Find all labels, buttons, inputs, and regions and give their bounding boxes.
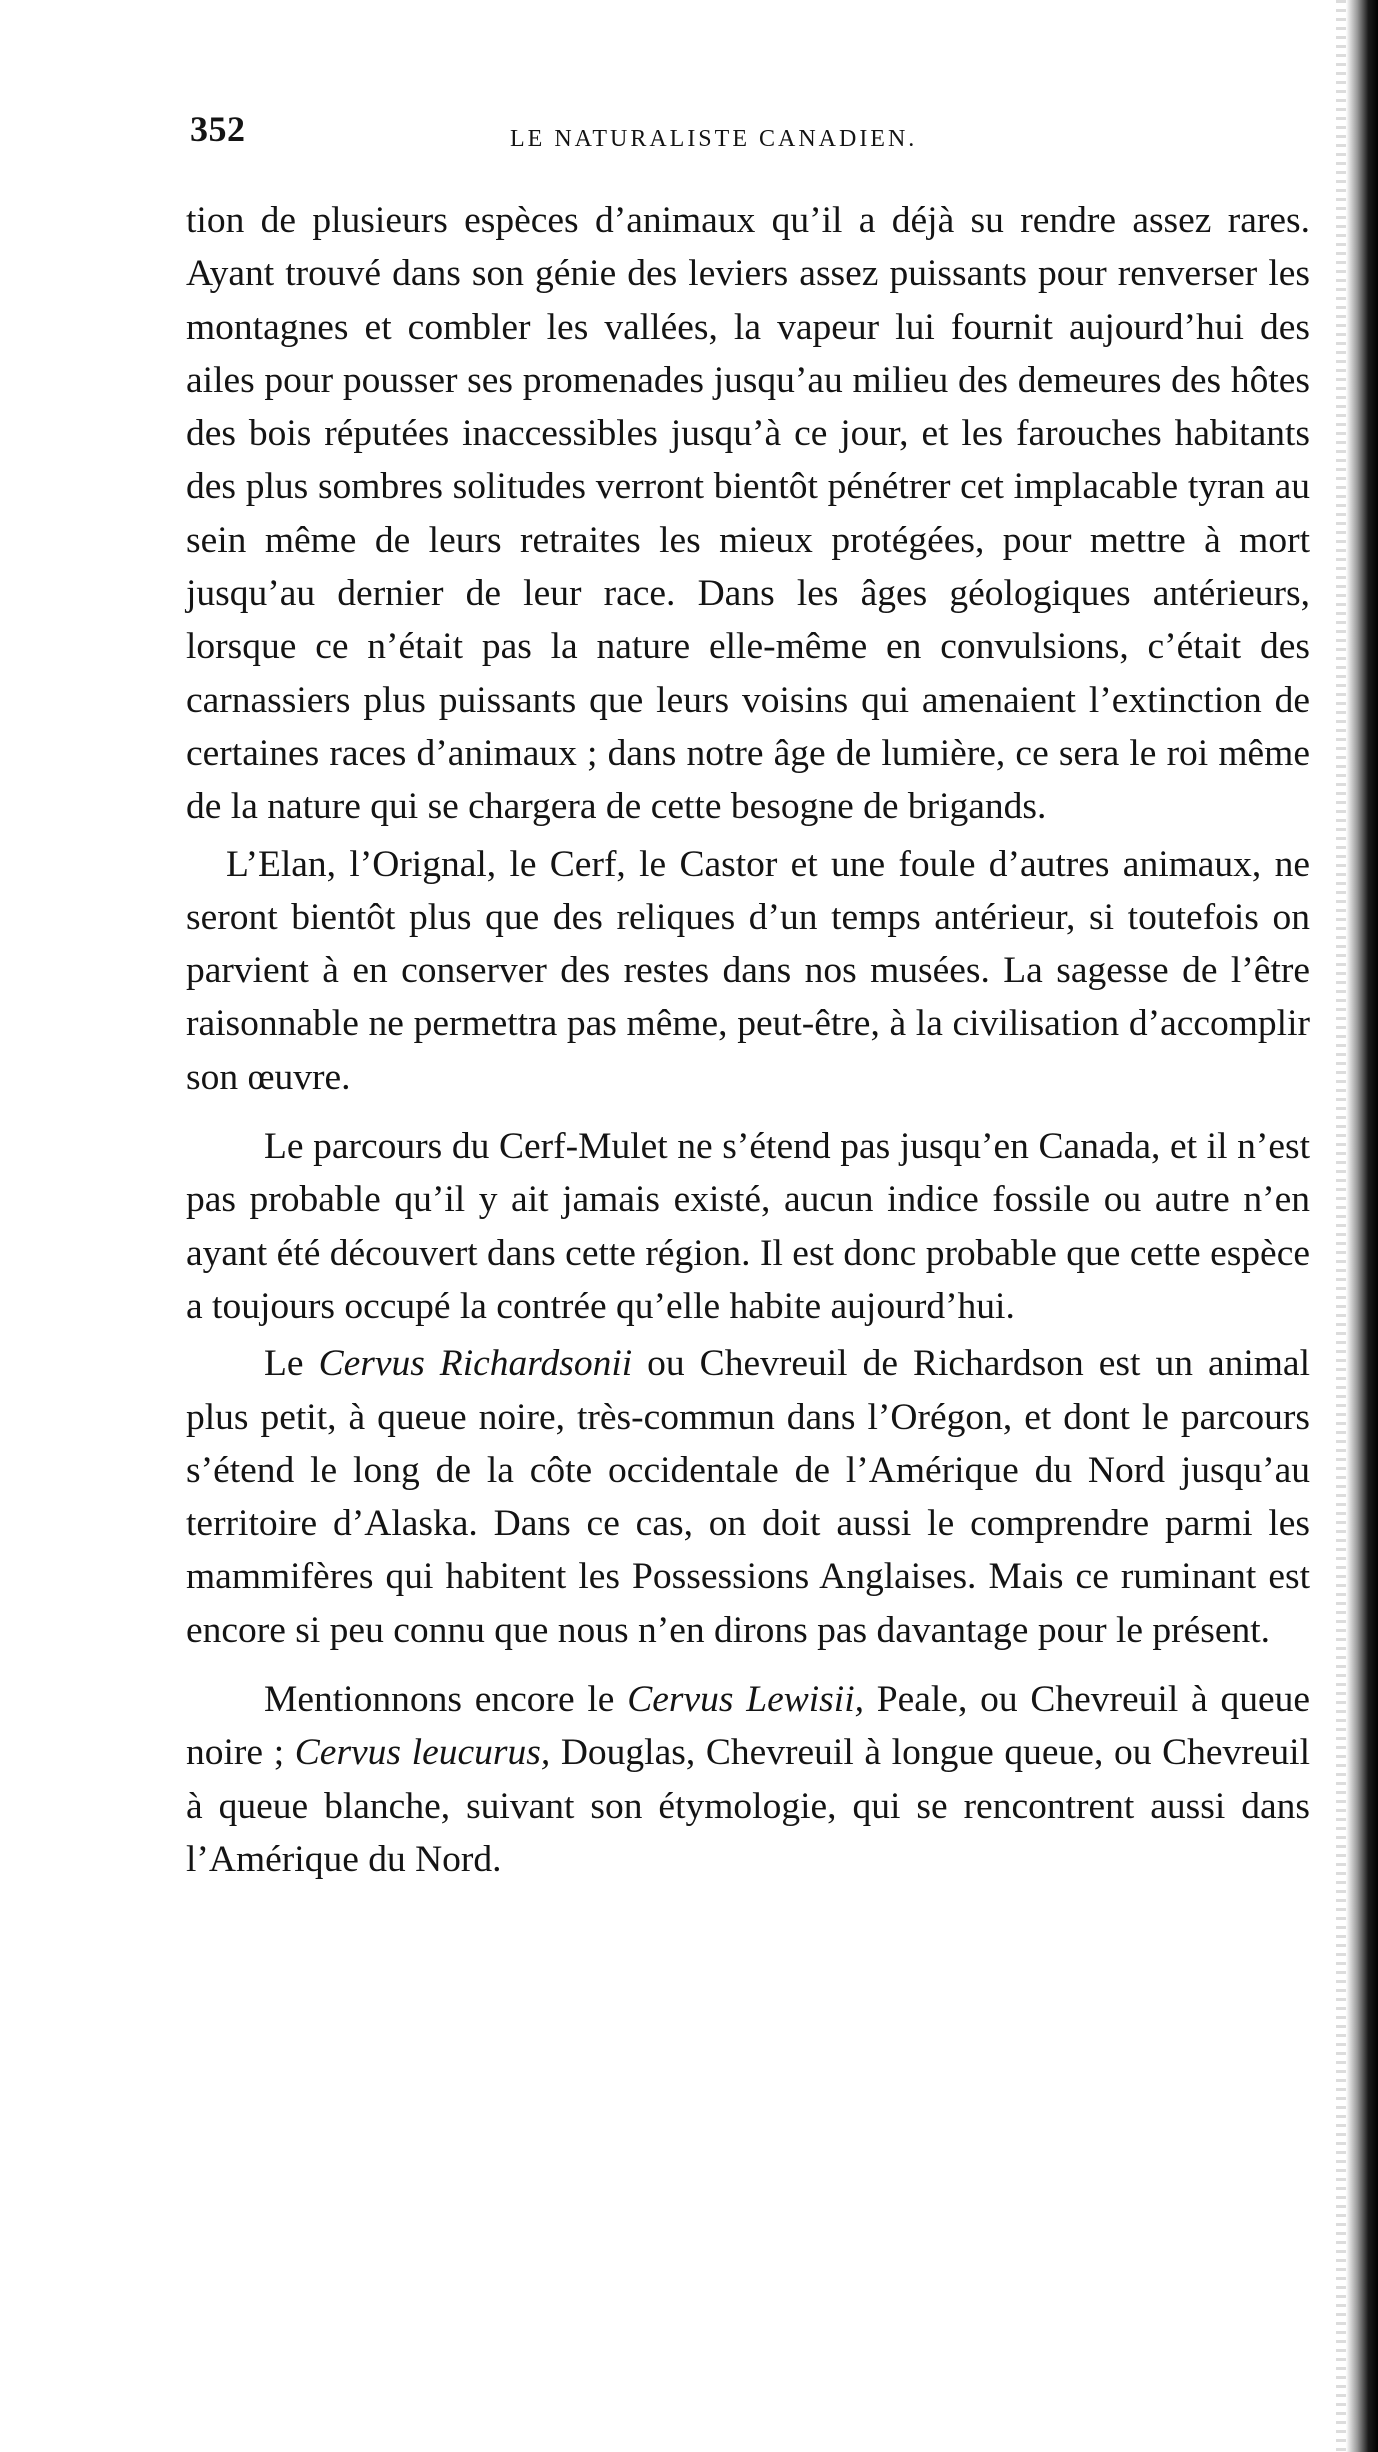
page-binding-shadow xyxy=(1336,0,1346,2452)
running-head: LE NATURALISTE CANADIEN. xyxy=(510,126,918,152)
paragraph-lewisii xyxy=(186,1673,1310,1886)
body-text xyxy=(186,194,1310,1886)
page-binding-edge xyxy=(1346,0,1378,2452)
paragraph-cerf-mulet xyxy=(186,1120,1310,1333)
paragraph-richardsonii xyxy=(186,1337,1310,1657)
paragraph-text: L’Elan, l’Orignal, le Cerf, le Castor et une foule d’autres animaux, ne seront bientôt plus que des reliques d’un temps antérieur, si toutefois on parvient à en conserver des restes dans nos musées. La sagesse de l’être raisonnable ne permettra pas même, peut-être, à la civilisation d’accomplir son œuvre. xyxy=(186,843,1310,1098)
species-name-italic: Cervus Lewisii, xyxy=(627,1679,864,1721)
species-name-italic: Cervus Richardsonii xyxy=(318,1343,633,1385)
paragraph-text: Le xyxy=(264,1343,319,1385)
page-number: 352 xyxy=(190,109,246,149)
paragraph-text: Peale, ou Chevreuil à queue noire ; xyxy=(186,1679,1310,1774)
paragraph-text: tion de plusieurs espèces d’animaux qu’il a déjà su rendre assez rares. Ayant trouvé dans son génie des leviers assez puissants pour renverser les montagnes et combler les vallées, la vapeur lui fournit aujourd’hui des ailes pour pousser ses promenades jusqu’au milieu des demeures des hôtes des bois réputées inaccessibles jusqu’à ce jour, et les farouches habitants des plus sombres solitudes verront bientôt pénétrer cet implacable tyran au sein même de leurs retraites les mieux protégées, pour mettre à mort jusqu’au dernier de leur race. Dans les âges géologiques antérieurs, lorsque ce n’était pas la nature elle-même en convulsions, c’était des carnassiers plus puissants que leurs voisins qui amenaient l’extinction de certaines races d’animaux ; dans notre âge de lumière, ce sera le roi même de la nature qui se chargera de cette besogne de brigands. xyxy=(186,200,1310,828)
paragraph-text: Mentionnons encore le xyxy=(264,1679,628,1721)
paragraph-text: Le parcours du Cerf-Mulet ne s’étend pas jusqu’en Canada, et il n’est pas probable qu’il y ait jamais existé, aucun indice fossile ou autre n’en ayant été découvert dans cette région. Il est donc probable que cette espèce a toujours occupé la contrée qu’elle habite aujourd’hui. xyxy=(186,1126,1310,1327)
paragraph-text: ou Chevreuil de Richardson est un animal plus petit, à queue noire, très-commun dans l’Orégon, et dont le parcours s’étend le long de la côte occidentale de l’Amérique du Nord jusqu’au territoire d’Alaska. Dans ce cas, on doit aussi le comprendre parmi les mammifères qui habitent les Possessions Anglaises. Mais ce ruminant est encore si peu connu que nous n’en dirons pas davantage pour le présent. xyxy=(186,1343,1310,1651)
paragraph-relics xyxy=(186,838,1310,1104)
paragraph-text: Douglas, Chevreuil à longue queue, ou Chevreuil à queue blanche, suivant son étymologie, qui se rencontrent aussi dans l’Amérique du Nord. xyxy=(186,1732,1310,1880)
species-name-italic: Cervus leucurus, xyxy=(294,1732,551,1774)
paragraph-extinction xyxy=(186,194,1310,834)
page-header xyxy=(190,108,1320,158)
